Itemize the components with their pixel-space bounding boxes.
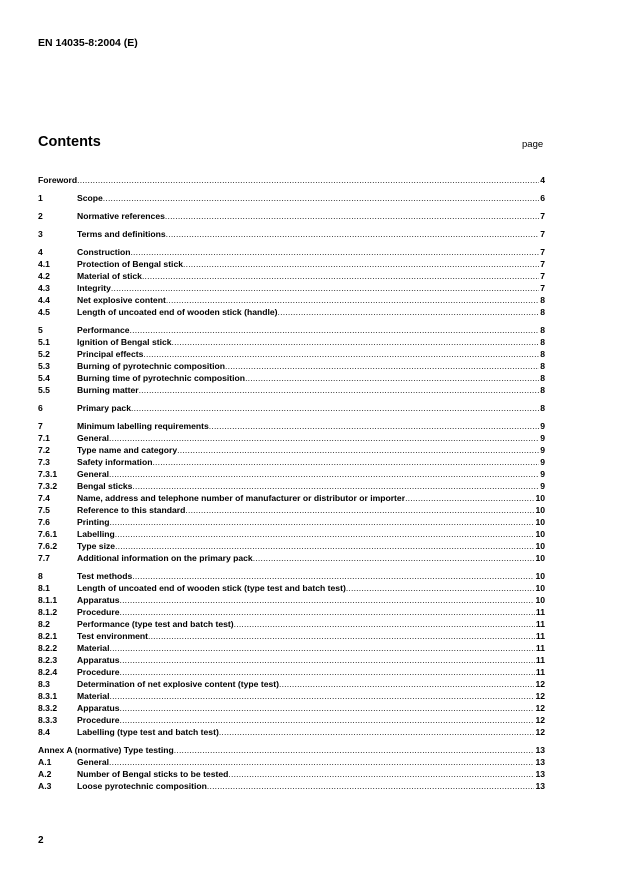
toc-entry[interactable] (38, 420, 545, 432)
toc-entry-title: Annex A (normative) Type testing (38, 745, 174, 755)
toc-entry-number: 2 (38, 211, 43, 221)
dot-leader (109, 642, 534, 654)
dot-leader (245, 372, 539, 384)
toc-entry-title: Material (77, 643, 110, 653)
toc-entry[interactable] (38, 570, 545, 582)
toc-entry-page: 7 (540, 211, 545, 221)
toc-entry-number: 5.3 (38, 361, 50, 371)
toc-entry-number: 5.1 (38, 337, 50, 347)
toc-entry[interactable] (38, 528, 545, 540)
toc-entry[interactable] (38, 618, 545, 630)
page-column-label: page (522, 139, 544, 150)
toc-entry-title: Determination of net explosive content (type test) (77, 679, 279, 689)
toc-entry-page: 7 (540, 271, 545, 281)
toc-entry-number: 7.3.2 (38, 481, 58, 491)
toc-entry-number: 7.1 (38, 433, 50, 443)
toc-entry-title: Name, address and telephone number of manufacturer or distributor or importer (77, 493, 406, 503)
dot-leader (166, 228, 540, 240)
toc-entry[interactable] (38, 780, 545, 792)
toc-entry-number: 7 (38, 421, 43, 431)
toc-entry-title: Test environment (77, 631, 148, 641)
toc-entry-page: 10 (535, 529, 545, 539)
toc-entry[interactable] (38, 336, 545, 348)
toc-entry-title: Apparatus (77, 655, 120, 665)
toc-entry-number: 7.6.1 (38, 529, 58, 539)
toc-entry-page: 10 (535, 517, 545, 527)
dot-leader (120, 594, 535, 606)
toc-entry-page: 10 (535, 595, 545, 605)
toc-entry[interactable] (38, 480, 545, 492)
toc-entry-page: 11 (535, 667, 545, 677)
toc-entry-page: 9 (540, 481, 545, 491)
contents-title: Contents (38, 134, 101, 150)
toc-entry-title: Foreword (38, 175, 78, 185)
toc-entry-number: 7.7 (38, 553, 50, 563)
toc-entry-number: 6 (38, 403, 43, 413)
toc-entry-number: 8 (38, 571, 43, 581)
toc-entry-page: 11 (535, 619, 545, 629)
dot-leader (225, 360, 539, 372)
toc-entry[interactable] (38, 282, 545, 294)
toc-entry-title: Performance (type test and batch test) (77, 619, 234, 629)
toc-entry-title: Labelling (type test and batch test) (77, 727, 219, 737)
toc-entry-number: 5.2 (38, 349, 50, 359)
toc-entry-title: Labelling (77, 529, 115, 539)
toc-entry-page: 10 (535, 505, 545, 515)
toc-entry[interactable] (38, 402, 545, 414)
toc-entry-number: 7.4 (38, 493, 50, 503)
toc-entry-page: 13 (535, 781, 545, 791)
page-number: 2 (38, 835, 44, 846)
toc-entry-page: 8 (540, 307, 545, 317)
toc-entry-title: Net explosive content (77, 295, 166, 305)
dot-leader (148, 630, 535, 642)
toc-entry[interactable] (38, 666, 545, 678)
toc-entry[interactable] (38, 384, 545, 396)
dot-leader (142, 270, 539, 282)
toc-entry-page: 10 (535, 553, 545, 563)
dot-leader (279, 678, 534, 690)
dot-leader (405, 492, 534, 504)
toc-entry-page: 13 (535, 757, 545, 767)
dot-leader (130, 246, 539, 258)
toc-entry[interactable] (38, 714, 545, 726)
toc-entry-title: Printing (77, 517, 110, 527)
toc-entry-number: 8.4 (38, 727, 50, 737)
toc-entry-title: Performance (77, 325, 130, 335)
toc-entry-title: Bengal sticks (77, 481, 133, 491)
toc-entry-page: 10 (535, 571, 545, 581)
toc-entry-title: Reference to this standard (77, 505, 186, 515)
toc-entry-page: 7 (540, 247, 545, 257)
toc-entry[interactable] (38, 540, 545, 552)
toc-entry-title: Additional information on the primary pack (77, 553, 253, 563)
toc-entry[interactable] (38, 582, 545, 594)
toc-entry-title: General (77, 469, 110, 479)
toc-entry[interactable] (38, 468, 545, 480)
toc-entry-number: 4.1 (38, 259, 50, 269)
toc-entry-number: 3 (38, 229, 43, 239)
toc-entry-number: 7.3.1 (38, 469, 58, 479)
toc-entry-title: Type name and category (77, 445, 178, 455)
toc-entry[interactable] (38, 594, 545, 606)
dot-leader (111, 282, 539, 294)
toc-entry-number: A.3 (38, 781, 52, 791)
toc-entry-title: Length of uncoated end of wooden stick (type test and batch test) (77, 583, 346, 593)
toc-entry-title: Length of uncoated end of wooden stick (handle) (77, 307, 278, 317)
toc-entry-page: 8 (540, 403, 545, 413)
dot-leader (103, 192, 539, 204)
toc-entry-title: Number of Bengal sticks to be tested (77, 769, 229, 779)
toc-entry[interactable] (38, 690, 545, 702)
dot-leader (166, 294, 539, 306)
toc-entry-title: General (77, 757, 110, 767)
toc-entry-page: 13 (535, 745, 545, 755)
toc-entry-title: Test methods (77, 571, 133, 581)
toc-entry-title: Integrity (77, 283, 111, 293)
toc-entry[interactable] (38, 228, 545, 240)
toc-entry-number: 8.1 (38, 583, 50, 593)
dot-leader (109, 432, 539, 444)
toc-entry[interactable] (38, 702, 545, 714)
toc-entry-title: Loose pyrotechnic composition (77, 781, 207, 791)
toc-entry-page: 9 (540, 421, 545, 431)
dot-leader (120, 702, 535, 714)
dot-leader (120, 714, 535, 726)
toc-entry-title: Safety information (77, 457, 153, 467)
toc-entry[interactable] (38, 606, 545, 618)
toc-entry-page: 12 (535, 679, 545, 689)
toc-entry-page: 6 (540, 193, 545, 203)
toc-entry-page: 12 (535, 727, 545, 737)
toc-entry-number: 8.1.1 (38, 595, 58, 605)
toc-entry-title: Scope (77, 193, 103, 203)
toc-entry[interactable] (38, 270, 545, 282)
toc-entry-page: 8 (540, 337, 545, 347)
dot-leader (207, 780, 535, 792)
dot-leader (183, 258, 539, 270)
dot-leader (143, 348, 539, 360)
toc-entry-title: Burning time of pyrotechnic composition (77, 373, 246, 383)
toc-entry-page: 12 (535, 715, 545, 725)
dot-leader (109, 468, 539, 480)
toc-entry[interactable] (38, 360, 545, 372)
toc-entry-page: 7 (540, 229, 545, 239)
toc-entry-number: 1 (38, 193, 43, 203)
dot-leader (132, 480, 539, 492)
toc-entry-title: Type size (77, 541, 116, 551)
toc-entry-page: 7 (540, 283, 545, 293)
dot-leader (172, 336, 540, 348)
toc-entry[interactable] (38, 768, 545, 780)
toc-entry-number: 8.2.3 (38, 655, 58, 665)
document-id-header: EN 14035-8:2004 (E) (38, 37, 138, 49)
toc-entry-number: 8.2.4 (38, 667, 58, 677)
toc-entry-title: Procedure (77, 667, 120, 677)
toc-entry-page: 8 (540, 373, 545, 383)
toc-entry-page: 8 (540, 325, 545, 335)
toc-entry-page: 8 (540, 295, 545, 305)
toc-entry-number: A.1 (38, 757, 52, 767)
toc-entry-number: 8.3.1 (38, 691, 58, 701)
toc-entry-page: 12 (535, 691, 545, 701)
toc-entry-title: Material of stick (77, 271, 142, 281)
toc-entry-page: 10 (535, 583, 545, 593)
toc-entry-number: 8.3.3 (38, 715, 58, 725)
toc-entry-title: Minimum labelling requirements (77, 421, 209, 431)
dot-leader (228, 768, 534, 780)
toc-entry-number: 4.2 (38, 271, 50, 281)
toc-entry-title: Apparatus (77, 595, 120, 605)
toc-entry-page: 9 (540, 457, 545, 467)
toc-entry-number: 8.2 (38, 619, 50, 629)
toc-entry[interactable] (38, 432, 545, 444)
toc-entry[interactable] (38, 324, 545, 336)
toc-entry-number: 5.4 (38, 373, 50, 383)
toc-entry[interactable] (38, 348, 545, 360)
dot-leader (120, 606, 535, 618)
dot-leader (120, 666, 535, 678)
toc-entry-title: Protection of Bengal stick (77, 259, 184, 269)
toc-entry-title: General (77, 433, 110, 443)
dot-leader (185, 504, 534, 516)
toc-entry-title: Material (77, 691, 110, 701)
toc-entry[interactable] (38, 756, 545, 768)
toc-entry[interactable] (38, 552, 545, 564)
toc-entry-number: 4.4 (38, 295, 50, 305)
toc-entry-page: 7 (540, 259, 545, 269)
toc-entry-page: 8 (540, 349, 545, 359)
toc-entry-title: Normative references (77, 211, 165, 221)
dot-leader (131, 402, 539, 414)
toc-entry[interactable] (38, 456, 545, 468)
toc-entry[interactable] (38, 654, 545, 666)
dot-leader (115, 528, 535, 540)
toc-entry-page: 9 (540, 469, 545, 479)
toc-entry-number: 4.3 (38, 283, 50, 293)
toc-entry[interactable] (38, 246, 545, 258)
toc-entry[interactable] (38, 504, 545, 516)
table-of-contents (38, 174, 545, 792)
toc-entry[interactable] (38, 174, 545, 186)
toc-entry-page: 8 (540, 361, 545, 371)
toc-entry[interactable] (38, 726, 545, 738)
dot-leader (77, 174, 539, 186)
toc-entry-number: 7.6.2 (38, 541, 58, 551)
toc-entry-number: 7.6 (38, 517, 50, 527)
toc-entry-number: 8.3 (38, 679, 50, 689)
dot-leader (177, 444, 539, 456)
toc-entry-page: 11 (535, 655, 545, 665)
toc-entry[interactable] (38, 642, 545, 654)
toc-entry-number: 7.2 (38, 445, 50, 455)
toc-entry-number: 8.1.2 (38, 607, 58, 617)
dot-leader (115, 540, 534, 552)
dot-leader (253, 552, 535, 564)
toc-entry-title: Apparatus (77, 703, 120, 713)
dot-leader (165, 210, 539, 222)
toc-entry-page: 10 (535, 493, 545, 503)
toc-entry-title: Terms and definitions (77, 229, 166, 239)
dot-leader (174, 744, 535, 756)
toc-entry-page: 8 (540, 385, 545, 395)
toc-entry[interactable] (38, 444, 545, 456)
toc-entry[interactable] (38, 192, 545, 204)
toc-entry-page: 11 (535, 607, 545, 617)
dot-leader (234, 618, 535, 630)
dot-leader (209, 420, 539, 432)
toc-entry-title: Burning matter (77, 385, 139, 395)
toc-entry[interactable] (38, 492, 545, 504)
toc-entry-number: 4.5 (38, 307, 50, 317)
dot-leader (139, 384, 540, 396)
dot-leader (109, 516, 534, 528)
toc-entry[interactable] (38, 294, 545, 306)
toc-entry-page: 4 (540, 175, 545, 185)
toc-entry[interactable] (38, 516, 545, 528)
toc-entry-number: 8.2.2 (38, 643, 58, 653)
dot-leader (278, 306, 540, 318)
toc-entry-page: 11 (535, 643, 545, 653)
toc-entry-page: 13 (535, 769, 545, 779)
dot-leader (109, 690, 534, 702)
toc-entry-number: A.2 (38, 769, 52, 779)
toc-entry-number: 5 (38, 325, 43, 335)
toc-entry-number: 8.2.1 (38, 631, 58, 641)
toc-entry-title: Construction (77, 247, 131, 257)
toc-entry-number: 4 (38, 247, 43, 257)
toc-entry[interactable] (38, 678, 545, 690)
toc-entry[interactable] (38, 630, 545, 642)
toc-entry-title: Procedure (77, 715, 120, 725)
dot-leader (130, 324, 540, 336)
toc-entry-number: 7.5 (38, 505, 50, 515)
toc-entry-page: 10 (535, 541, 545, 551)
dot-leader (120, 654, 535, 666)
dot-leader (152, 456, 539, 468)
toc-entry-title: Principal effects (77, 349, 144, 359)
dot-leader (346, 582, 535, 594)
toc-entry-title: Procedure (77, 607, 120, 617)
toc-entry-title: Primary pack (77, 403, 131, 413)
toc-entry-title: Ignition of Bengal stick (77, 337, 172, 347)
toc-entry-number: 5.5 (38, 385, 50, 395)
dot-leader (219, 726, 535, 738)
toc-entry[interactable] (38, 258, 545, 270)
toc-entry-page: 9 (540, 433, 545, 443)
toc-entry-page: 11 (535, 631, 545, 641)
toc-entry[interactable] (38, 744, 545, 756)
toc-entry-page: 9 (540, 445, 545, 455)
toc-entry[interactable] (38, 306, 545, 318)
toc-entry-page: 12 (535, 703, 545, 713)
dot-leader (109, 756, 534, 768)
toc-entry-title: Burning of pyrotechnic composition (77, 361, 226, 371)
toc-entry[interactable] (38, 372, 545, 384)
toc-entry-number: 7.3 (38, 457, 50, 467)
toc-entry-number: 8.3.2 (38, 703, 58, 713)
toc-entry[interactable] (38, 210, 545, 222)
dot-leader (132, 570, 534, 582)
